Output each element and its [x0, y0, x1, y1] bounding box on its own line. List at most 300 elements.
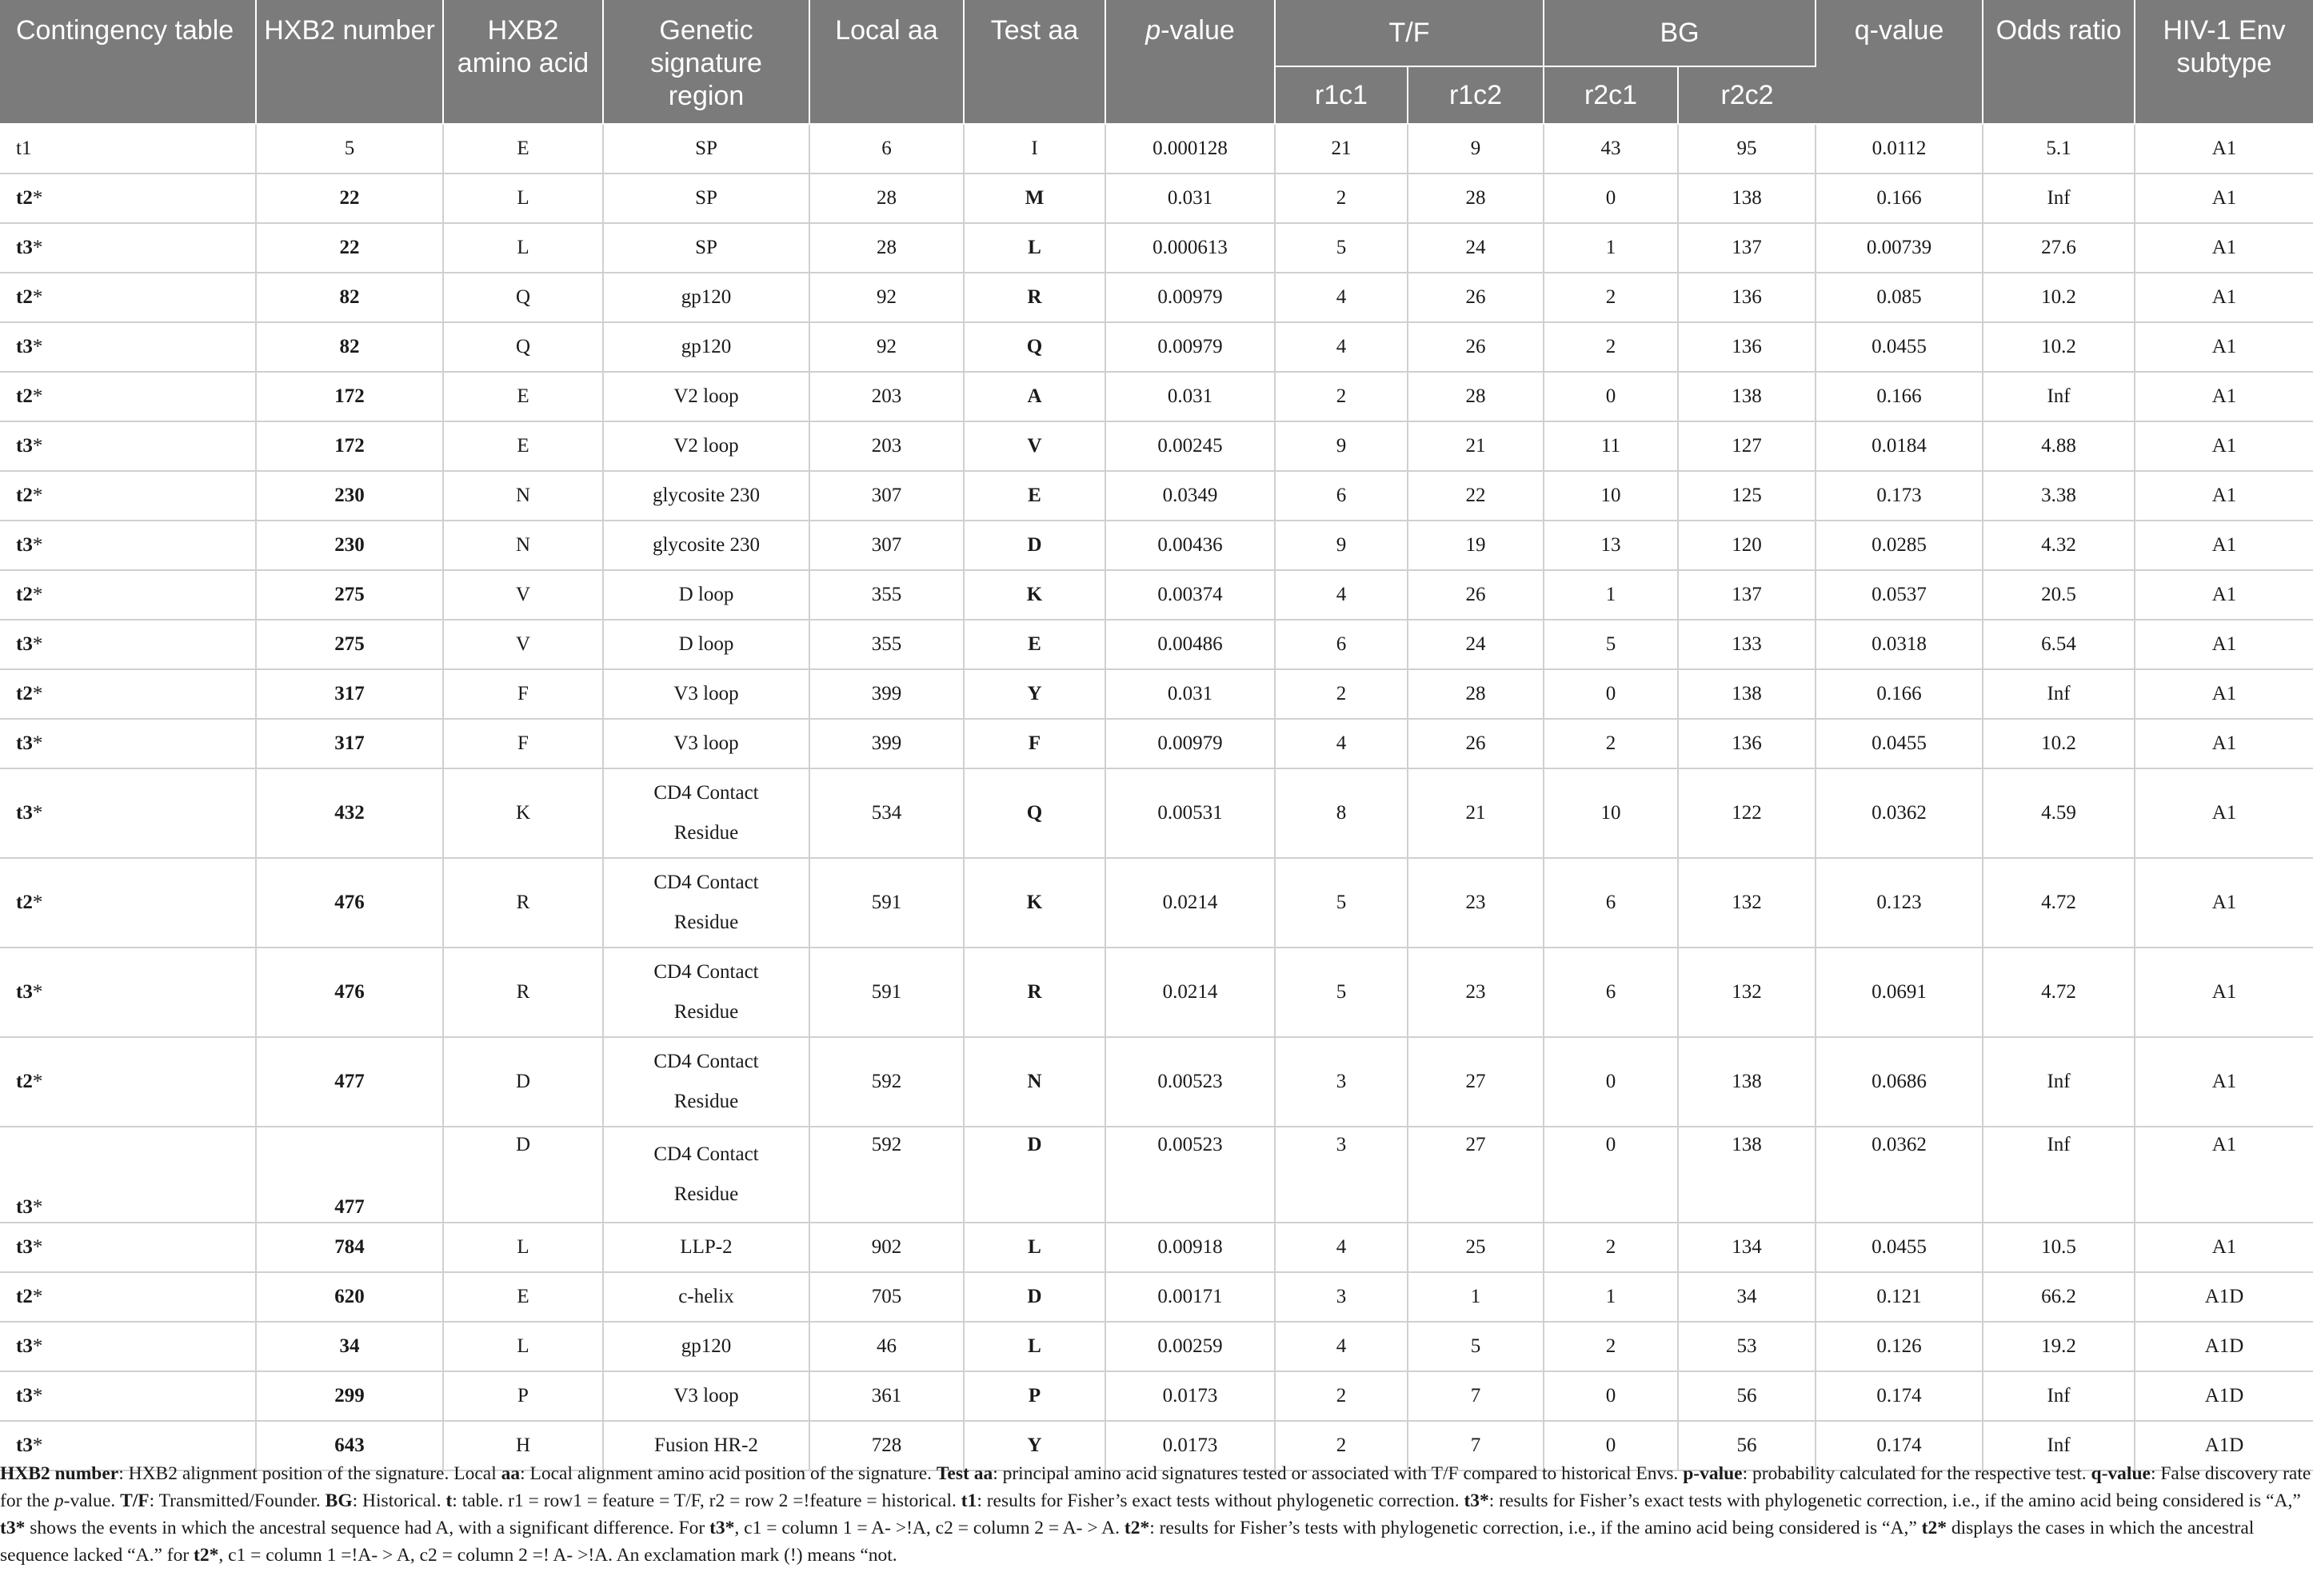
table-id: t3	[16, 633, 33, 655]
cell-r1c2: 28	[1408, 372, 1544, 421]
cell-test-aa: L	[964, 1223, 1105, 1272]
header-contingency-table: Contingency table	[0, 0, 256, 124]
cell-local-aa: 203	[809, 372, 964, 421]
cell-r1c1: 2	[1275, 372, 1408, 421]
cell-odds-ratio: 10.2	[1983, 273, 2135, 322]
cell-r2c2: 122	[1678, 768, 1816, 858]
footnote-text: : table. r1 = row1 = feature = T/F, r2 = row 2 =!feature = historical.	[452, 1490, 961, 1511]
cell-q-value: 0.0318	[1816, 620, 1983, 669]
cell-hxb2-amino-acid: Q	[443, 273, 603, 322]
cell-r1c1: 2	[1275, 1371, 1408, 1421]
cell-genetic-region	[603, 372, 809, 421]
cell-r1c1: 4	[1275, 570, 1408, 620]
cell-p-value: 0.0173	[1105, 1371, 1275, 1421]
cell-p-value: 0.00523	[1105, 1127, 1275, 1223]
cell-local-aa: 592	[809, 1037, 964, 1127]
header-r2c1: r2c1	[1544, 66, 1678, 124]
table-id: t3	[16, 435, 33, 457]
cell-r1c1: 9	[1275, 521, 1408, 570]
cell-odds-ratio: 10.2	[1983, 322, 2135, 372]
cell-q-value: 0.0691	[1816, 948, 1983, 1037]
cell-odds-ratio: 6.54	[1983, 620, 2135, 669]
cell-env-subtype: A1	[2135, 719, 2313, 768]
cell-r1c2: 26	[1408, 570, 1544, 620]
cell-test-aa: D	[964, 1272, 1105, 1322]
cell-r2c2: 134	[1678, 1223, 1816, 1272]
cell-env-subtype: A1	[2135, 322, 2313, 372]
cell-test-aa: K	[964, 570, 1105, 620]
cell-r2c2: 120	[1678, 521, 1816, 570]
cell-hxb2-number: 172	[256, 421, 443, 471]
cell-q-value: 0.166	[1816, 669, 1983, 719]
cell-q-value: 0.0455	[1816, 719, 1983, 768]
cell-r1c1: 2	[1275, 1421, 1408, 1470]
cell-odds-ratio: 10.2	[1983, 719, 2135, 768]
cell-hxb2-amino-acid: P	[443, 1371, 603, 1421]
table-id: t3	[16, 336, 33, 357]
table-row	[0, 719, 2313, 768]
cell-r1c2: 26	[1408, 322, 1544, 372]
cell-q-value: 0.126	[1816, 1322, 1983, 1371]
cell-contingency-table	[0, 1223, 256, 1272]
header-hxb2-amino-acid: HXB2 amino acid	[443, 0, 603, 124]
cell-hxb2-number: 476	[256, 858, 443, 948]
header-p-value	[1105, 0, 1275, 124]
cell-q-value: 0.174	[1816, 1421, 1983, 1470]
cell-contingency-table	[0, 1272, 256, 1322]
cell-local-aa: 399	[809, 669, 964, 719]
cell-hxb2-number: 477	[256, 1127, 443, 1223]
table-id-star: *	[32, 584, 43, 605]
footnote-text: : results for Fisher’s exact tests with phylogenetic correction, i.e., if the amino acid being considered is “A,”	[1488, 1490, 2301, 1511]
cell-q-value: 0.166	[1816, 372, 1983, 421]
footnote-term: t2*	[1124, 1518, 1150, 1538]
cell-r2c2: 136	[1678, 273, 1816, 322]
cell-r1c2: 25	[1408, 1223, 1544, 1272]
cell-local-aa: 46	[809, 1322, 964, 1371]
cell-hxb2-number: 22	[256, 223, 443, 273]
cell-r2c2: 136	[1678, 322, 1816, 372]
cell-env-subtype: A1	[2135, 372, 2313, 421]
cell-r2c2: 137	[1678, 223, 1816, 273]
cell-odds-ratio: 5.1	[1983, 124, 2135, 174]
table-id: t3	[16, 1335, 33, 1357]
footnote-term: t3*	[0, 1518, 26, 1538]
cell-r2c2: 95	[1678, 124, 1816, 174]
cell-r2c1: 2	[1544, 273, 1678, 322]
cell-hxb2-amino-acid: V	[443, 570, 603, 620]
cell-r2c1: 0	[1544, 1037, 1678, 1127]
cell-env-subtype: A1	[2135, 471, 2313, 521]
region-line-1: D loop	[678, 584, 734, 605]
region-line-2: Residue	[673, 1183, 739, 1205]
cell-hxb2-number: 230	[256, 471, 443, 521]
table-row	[0, 1127, 2313, 1223]
cell-env-subtype: A1D	[2135, 1322, 2313, 1371]
table-row	[0, 421, 2313, 471]
cell-genetic-region	[603, 1223, 809, 1272]
cell-r2c2: 56	[1678, 1371, 1816, 1421]
footnote-term: t2*	[194, 1545, 219, 1566]
table-id: t3	[16, 1196, 33, 1218]
cell-hxb2-amino-acid: L	[443, 1322, 603, 1371]
cell-genetic-region	[603, 858, 809, 948]
footnote-term: q-value	[2091, 1463, 2151, 1484]
header-q-value: q-value	[1816, 0, 1983, 124]
cell-env-subtype: A1	[2135, 948, 2313, 1037]
cell-contingency-table	[0, 768, 256, 858]
table-row	[0, 372, 2313, 421]
region-line-2: Residue	[673, 912, 739, 933]
cell-env-subtype: A1	[2135, 273, 2313, 322]
footnote-text: : Historical.	[352, 1490, 446, 1511]
cell-q-value: 0.121	[1816, 1272, 1983, 1322]
table-id-star: *	[32, 633, 43, 655]
cell-r1c1: 8	[1275, 768, 1408, 858]
cell-genetic-region	[603, 223, 809, 273]
cell-r1c1: 4	[1275, 322, 1408, 372]
cell-r2c2: 125	[1678, 471, 1816, 521]
cell-p-value: 0.00171	[1105, 1272, 1275, 1322]
cell-p-value: 0.00374	[1105, 570, 1275, 620]
cell-p-value: 0.00979	[1105, 273, 1275, 322]
cell-r2c1: 2	[1544, 1223, 1678, 1272]
table-row	[0, 223, 2313, 273]
table-id: t3	[16, 802, 33, 824]
cell-contingency-table	[0, 372, 256, 421]
cell-r1c1: 9	[1275, 421, 1408, 471]
cell-hxb2-amino-acid: D	[443, 1037, 603, 1127]
cell-r1c1: 6	[1275, 620, 1408, 669]
cell-odds-ratio: 4.72	[1983, 948, 2135, 1037]
cell-odds-ratio: Inf	[1983, 1371, 2135, 1421]
header-bg-group: BG	[1544, 0, 1816, 66]
region-line-1: gp120	[681, 336, 732, 357]
cell-genetic-region	[603, 521, 809, 570]
cell-r2c1: 2	[1544, 322, 1678, 372]
table-id-star: *	[32, 534, 43, 556]
cell-contingency-table	[0, 669, 256, 719]
cell-test-aa: Q	[964, 322, 1105, 372]
table-row	[0, 768, 2313, 858]
cell-local-aa: 92	[809, 322, 964, 372]
table-id: t3	[16, 1385, 33, 1406]
cell-r2c2: 138	[1678, 1127, 1816, 1223]
cell-genetic-region	[603, 948, 809, 1037]
cell-r1c1: 3	[1275, 1272, 1408, 1322]
footnote-term: T/F	[120, 1490, 150, 1511]
table-id: t3	[16, 237, 33, 258]
header-tf-group: T/F	[1275, 0, 1544, 66]
footnote-term: t3*	[1464, 1490, 1489, 1511]
cell-test-aa: D	[964, 1127, 1105, 1223]
footnote-term: t2*	[1921, 1518, 1947, 1538]
table-id-star: *	[32, 385, 43, 407]
cell-genetic-region	[603, 174, 809, 223]
table-id: t3	[16, 1236, 33, 1258]
cell-p-value: 0.00979	[1105, 719, 1275, 768]
cell-genetic-region	[603, 1127, 809, 1223]
cell-r1c1: 2	[1275, 174, 1408, 223]
cell-p-value: 0.000613	[1105, 223, 1275, 273]
table-id-star: *	[32, 336, 43, 357]
cell-hxb2-number: 317	[256, 669, 443, 719]
cell-hxb2-number: 172	[256, 372, 443, 421]
cell-odds-ratio: Inf	[1983, 1421, 2135, 1470]
table-row	[0, 570, 2313, 620]
footnote-term: t1	[961, 1490, 977, 1511]
cell-genetic-region	[603, 1272, 809, 1322]
cell-r2c1: 6	[1544, 948, 1678, 1037]
header-p-letter: p	[1145, 15, 1161, 46]
cell-r2c2: 138	[1678, 174, 1816, 223]
cell-contingency-table	[0, 719, 256, 768]
region-line-1: V2 loop	[673, 435, 739, 457]
cell-genetic-region	[603, 719, 809, 768]
cell-env-subtype: A1	[2135, 669, 2313, 719]
cell-local-aa: 355	[809, 620, 964, 669]
table-body	[0, 124, 2313, 1470]
region-line-1: Fusion HR-2	[654, 1434, 758, 1456]
table-row	[0, 124, 2313, 174]
footnote-term: Test aa	[936, 1463, 993, 1484]
cell-genetic-region	[603, 1371, 809, 1421]
cell-p-value: 0.00259	[1105, 1322, 1275, 1371]
cell-q-value: 0.173	[1816, 471, 1983, 521]
cell-contingency-table	[0, 1037, 256, 1127]
footnote-term: HXB2 number	[0, 1463, 119, 1484]
cell-env-subtype: A1	[2135, 620, 2313, 669]
region-line-1: SP	[695, 237, 717, 258]
cell-env-subtype: A1	[2135, 768, 2313, 858]
cell-hxb2-number: 82	[256, 322, 443, 372]
cell-local-aa: 307	[809, 521, 964, 570]
region-line-1: SP	[695, 187, 717, 209]
footnote-term: t3*	[709, 1518, 735, 1538]
cell-r1c1: 4	[1275, 1322, 1408, 1371]
header-local-aa: Local aa	[809, 0, 964, 124]
footnote-text: -value.	[63, 1490, 121, 1511]
cell-hxb2-number: 230	[256, 521, 443, 570]
cell-p-value: 0.0349	[1105, 471, 1275, 521]
region-line-2: Residue	[673, 1001, 739, 1023]
cell-hxb2-amino-acid: Q	[443, 322, 603, 372]
header-env-subtype: HIV-1 Env subtype	[2135, 0, 2313, 124]
cell-p-value: 0.00918	[1105, 1223, 1275, 1272]
footnote-term: aa	[501, 1463, 521, 1484]
cell-odds-ratio: 27.6	[1983, 223, 2135, 273]
table-row	[0, 471, 2313, 521]
header-r1c2: r1c2	[1408, 66, 1544, 124]
cell-contingency-table	[0, 570, 256, 620]
table-id: t2	[16, 892, 33, 913]
cell-contingency-table	[0, 322, 256, 372]
cell-test-aa: R	[964, 948, 1105, 1037]
footnote-term: t	[445, 1490, 453, 1511]
region-line-1: CD4 Contact	[653, 1143, 759, 1165]
region-line-1: CD4 Contact	[653, 782, 759, 804]
cell-r2c1: 0	[1544, 1127, 1678, 1223]
cell-hxb2-number: 299	[256, 1371, 443, 1421]
cell-r1c1: 3	[1275, 1127, 1408, 1223]
table-id: t2	[16, 1071, 33, 1092]
cell-r2c1: 13	[1544, 521, 1678, 570]
cell-genetic-region	[603, 421, 809, 471]
table-id: t2	[16, 385, 33, 407]
cell-p-value: 0.00486	[1105, 620, 1275, 669]
cell-q-value: 0.0362	[1816, 768, 1983, 858]
region-line-1: V3 loop	[673, 732, 739, 754]
cell-r1c2: 24	[1408, 223, 1544, 273]
cell-env-subtype: A1	[2135, 223, 2313, 273]
table-row	[0, 174, 2313, 223]
header-p-suffix: -value	[1160, 15, 1235, 46]
cell-contingency-table	[0, 1322, 256, 1371]
cell-local-aa: 28	[809, 174, 964, 223]
cell-q-value: 0.166	[1816, 174, 1983, 223]
cell-test-aa: E	[964, 471, 1105, 521]
footnote-text: : principal amino acid signatures tested or associated with T/F compared to historical Envs.	[993, 1463, 1684, 1484]
region-line-1: glycosite 230	[652, 534, 760, 556]
cell-env-subtype: A1D	[2135, 1421, 2313, 1470]
cell-hxb2-amino-acid: H	[443, 1421, 603, 1470]
cell-env-subtype: A1	[2135, 421, 2313, 471]
cell-local-aa: 399	[809, 719, 964, 768]
cell-r1c2: 24	[1408, 620, 1544, 669]
cell-r2c2: 138	[1678, 372, 1816, 421]
cell-test-aa: L	[964, 223, 1105, 273]
table-id: t3	[16, 534, 33, 556]
cell-p-value: 0.00436	[1105, 521, 1275, 570]
cell-local-aa: 355	[809, 570, 964, 620]
cell-hxb2-amino-acid: V	[443, 620, 603, 669]
cell-r1c1: 4	[1275, 1223, 1408, 1272]
cell-r2c2: 138	[1678, 1037, 1816, 1127]
cell-p-value: 0.031	[1105, 372, 1275, 421]
cell-r1c1: 5	[1275, 223, 1408, 273]
table-row	[0, 948, 2313, 1037]
table-row	[0, 273, 2313, 322]
cell-q-value: 0.00739	[1816, 223, 1983, 273]
region-line-1: c-helix	[678, 1286, 734, 1307]
cell-r1c2: 23	[1408, 858, 1544, 948]
cell-r2c2: 132	[1678, 858, 1816, 948]
cell-contingency-table	[0, 471, 256, 521]
cell-local-aa: 902	[809, 1223, 964, 1272]
cell-hxb2-amino-acid: F	[443, 719, 603, 768]
cell-hxb2-amino-acid: R	[443, 948, 603, 1037]
cell-r1c1: 3	[1275, 1037, 1408, 1127]
cell-hxb2-number: 643	[256, 1421, 443, 1470]
cell-hxb2-amino-acid: F	[443, 669, 603, 719]
cell-test-aa: M	[964, 174, 1105, 223]
cell-r1c2: 27	[1408, 1037, 1544, 1127]
region-line-2: Residue	[673, 1091, 739, 1112]
cell-q-value: 0.0455	[1816, 322, 1983, 372]
cell-test-aa: N	[964, 1037, 1105, 1127]
cell-odds-ratio: 20.5	[1983, 570, 2135, 620]
cell-local-aa: 592	[809, 1127, 964, 1223]
cell-r1c2: 7	[1408, 1421, 1544, 1470]
cell-hxb2-amino-acid: E	[443, 1272, 603, 1322]
region-line-1: V2 loop	[673, 385, 739, 407]
cell-genetic-region	[603, 273, 809, 322]
cell-hxb2-amino-acid: D	[443, 1127, 603, 1223]
cell-hxb2-number: 476	[256, 948, 443, 1037]
cell-r2c2: 137	[1678, 570, 1816, 620]
cell-q-value: 0.0455	[1816, 1223, 1983, 1272]
table-id-star: *	[32, 683, 43, 704]
cell-r2c2: 133	[1678, 620, 1816, 669]
cell-test-aa: Q	[964, 768, 1105, 858]
cell-hxb2-number: 317	[256, 719, 443, 768]
cell-local-aa: 307	[809, 471, 964, 521]
table-row	[0, 669, 2313, 719]
cell-env-subtype: A1	[2135, 570, 2313, 620]
cell-p-value: 0.031	[1105, 669, 1275, 719]
cell-r1c2: 26	[1408, 273, 1544, 322]
footnote-text: displays the cases in which the ancestral sequence lacked “A.” for	[0, 1518, 2255, 1566]
cell-test-aa: L	[964, 1322, 1105, 1371]
cell-r2c2: 138	[1678, 669, 1816, 719]
cell-hxb2-number: 22	[256, 174, 443, 223]
header-odds-ratio: Odds ratio	[1983, 0, 2135, 124]
cell-r2c1: 0	[1544, 1371, 1678, 1421]
cell-local-aa: 728	[809, 1421, 964, 1470]
cell-odds-ratio: 4.32	[1983, 521, 2135, 570]
cell-odds-ratio: Inf	[1983, 174, 2135, 223]
cell-p-value: 0.0173	[1105, 1421, 1275, 1470]
cell-r1c2: 23	[1408, 948, 1544, 1037]
footnote-text: : results for Fisher’s exact tests without phylogenetic correction.	[977, 1490, 1464, 1511]
cell-hxb2-number: 477	[256, 1037, 443, 1127]
cell-test-aa: V	[964, 421, 1105, 471]
cell-hxb2-amino-acid: L	[443, 174, 603, 223]
cell-odds-ratio: Inf	[1983, 1037, 2135, 1127]
region-line-1: gp120	[681, 1335, 732, 1357]
cell-genetic-region	[603, 768, 809, 858]
table-row	[0, 322, 2313, 372]
cell-p-value: 0.0214	[1105, 858, 1275, 948]
cell-hxb2-amino-acid: E	[443, 421, 603, 471]
cell-r1c1: 5	[1275, 858, 1408, 948]
cell-odds-ratio: 4.72	[1983, 858, 2135, 948]
cell-p-value: 0.00245	[1105, 421, 1275, 471]
cell-local-aa: 203	[809, 421, 964, 471]
cell-env-subtype: A1	[2135, 521, 2313, 570]
cell-hxb2-number: 275	[256, 570, 443, 620]
region-line-1: SP	[695, 138, 717, 159]
cell-contingency-table	[0, 124, 256, 174]
table-id-star: *	[32, 892, 43, 913]
cell-r2c2: 53	[1678, 1322, 1816, 1371]
cell-r2c1: 0	[1544, 372, 1678, 421]
region-line-1: LLP-2	[680, 1236, 733, 1258]
cell-test-aa: K	[964, 858, 1105, 948]
footnote-italic: p	[54, 1490, 64, 1511]
cell-r1c2: 27	[1408, 1127, 1544, 1223]
cell-hxb2-amino-acid: N	[443, 521, 603, 570]
cell-test-aa: Y	[964, 669, 1105, 719]
cell-env-subtype: A1	[2135, 1037, 2313, 1127]
cell-r2c1: 10	[1544, 471, 1678, 521]
cell-hxb2-number: 5	[256, 124, 443, 174]
cell-contingency-table	[0, 620, 256, 669]
cell-odds-ratio: Inf	[1983, 669, 2135, 719]
cell-hxb2-amino-acid: R	[443, 858, 603, 948]
footnote-term: p-value	[1683, 1463, 1743, 1484]
region-line-2: Residue	[673, 822, 739, 844]
